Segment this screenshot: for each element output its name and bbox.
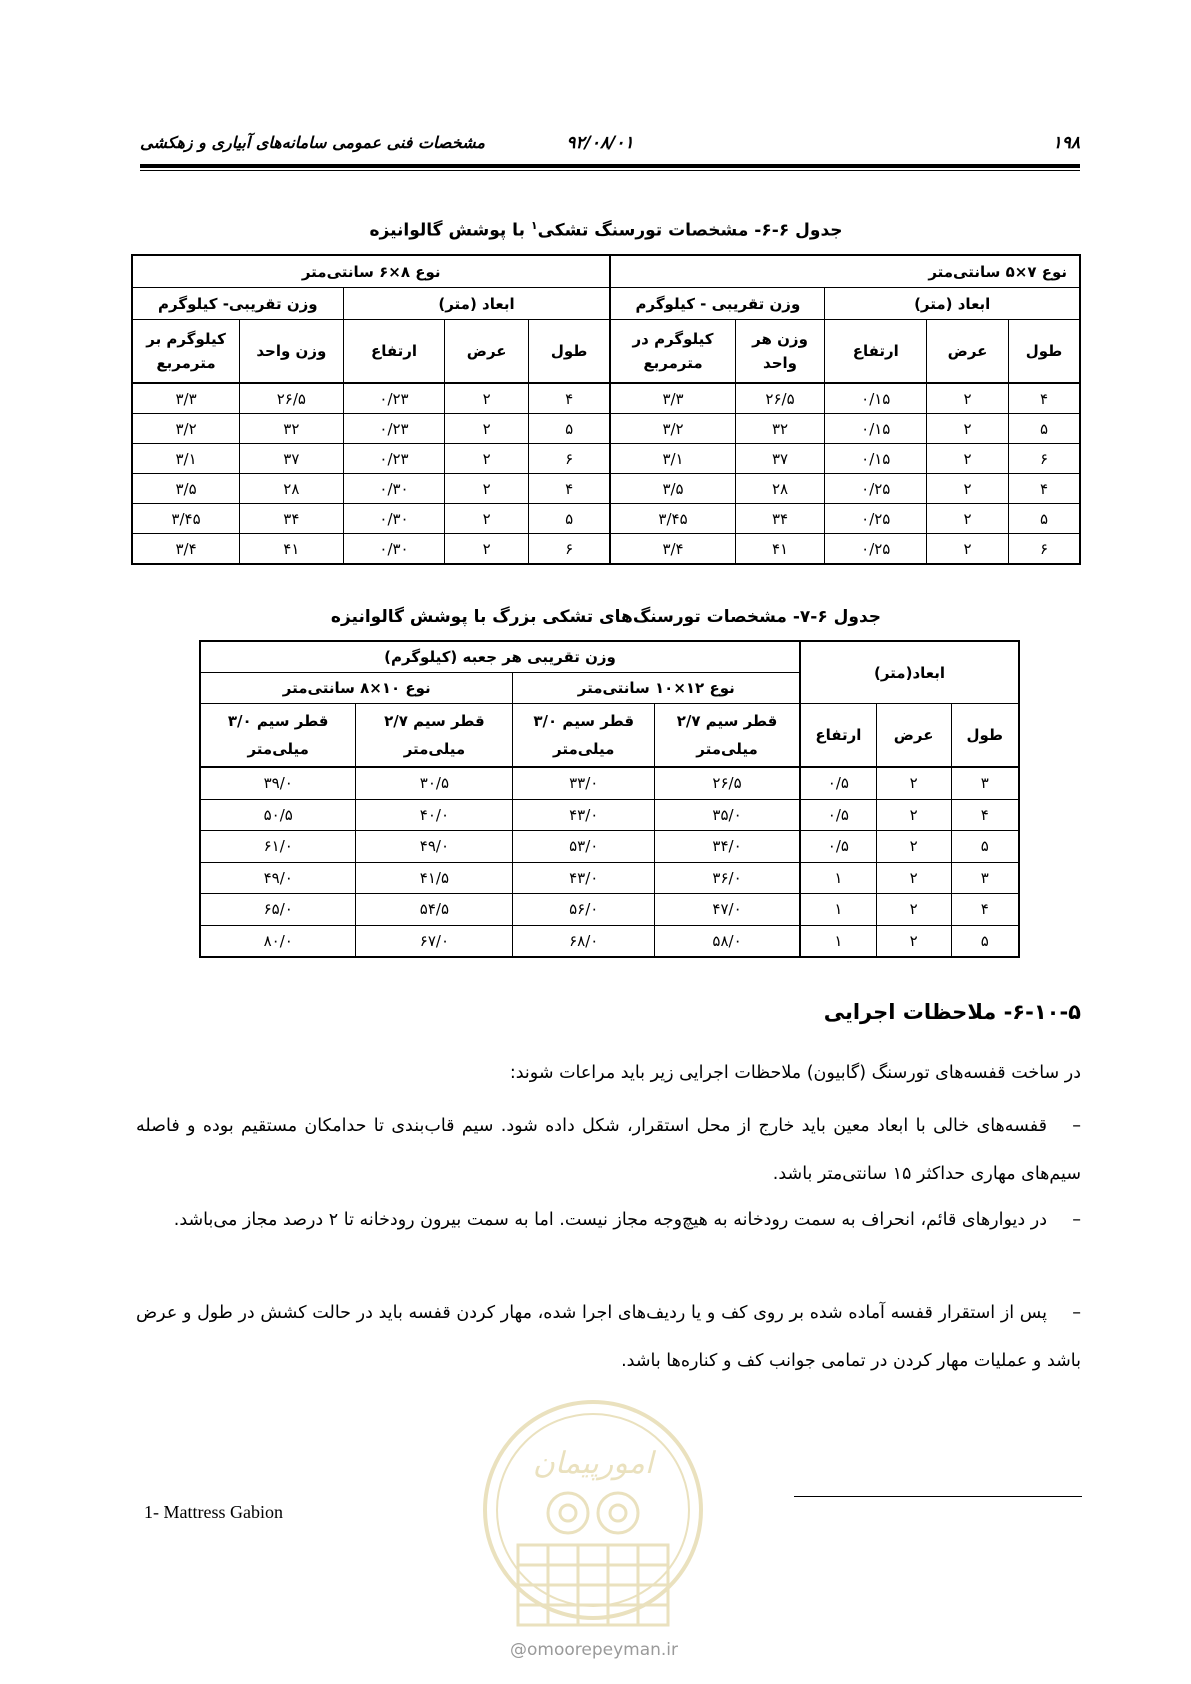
cell: ۳۹/۰ — [200, 767, 356, 799]
document-title: مشخصات فنی عمومی سامانه‌های آبیاری و زهکشی — [140, 133, 485, 152]
cell: ۲ — [927, 534, 1009, 565]
col-width: عرض — [876, 704, 951, 768]
col-wire-27: قطر سیم ۲/۷ میلی‌متر — [356, 704, 513, 768]
cell: ۴ — [951, 894, 1019, 926]
cell: ۲۶/۵ — [240, 383, 344, 414]
cell: ۴ — [528, 383, 610, 414]
cell: ۳۴/۰ — [655, 831, 801, 863]
cell: ۰/۵ — [800, 799, 876, 831]
col-height: ارتفاع — [343, 320, 445, 384]
cell: ۳۵/۰ — [655, 799, 801, 831]
cell: ۵ — [951, 831, 1019, 863]
cell: ۳۴ — [735, 504, 825, 534]
cell: ۴۱ — [735, 534, 825, 565]
cell: ۴۱ — [240, 534, 344, 565]
cell: ۳۷ — [240, 444, 344, 474]
table1-group-6x8: نوع ۸×۶ سانتی‌متر — [132, 255, 610, 288]
cell: ۳/۵ — [132, 474, 240, 504]
cell: ۱ — [800, 862, 876, 894]
cell: ۳/۲ — [132, 414, 240, 444]
cell: ۰/۵ — [800, 767, 876, 799]
cell: ۳/۲ — [610, 414, 735, 444]
cell: ۳/۴ — [132, 534, 240, 565]
cell: ۵ — [1008, 504, 1080, 534]
cell: ۳۳/۰ — [513, 767, 655, 799]
cell: ۲ — [445, 534, 529, 565]
cell: ۳۴ — [240, 504, 344, 534]
cell: ۳/۵ — [610, 474, 735, 504]
cell: ۳۷ — [735, 444, 825, 474]
col-kg-m2: کیلوگرم بر مترمربع — [132, 320, 240, 384]
cell: ۴ — [1008, 383, 1080, 414]
bullet-text: پس از استقرار قفسه آماده شده بر روی کف و یا ردیف‌های اجرا شده، مهار کردن قفسه باید در حالت کشش در طول و عرض باشد و عملیات مهار کردن در تمامی جوانب کف و کناره‌ها باشد. — [136, 1303, 1081, 1371]
table-row — [200, 894, 1019, 926]
col-length: طول — [1008, 320, 1080, 384]
cell: ۴ — [1008, 474, 1080, 504]
footnote-rule — [794, 1496, 1082, 1497]
cell: ۳۲ — [735, 414, 825, 444]
page-number: ۱۹۸ — [1052, 133, 1080, 153]
table-row — [200, 831, 1019, 863]
col-height: ارتفاع — [825, 320, 927, 384]
cell: ۲ — [927, 414, 1009, 444]
cell: ۳/۳ — [610, 383, 735, 414]
table1-weight-right: وزن تقریبی - کیلوگرم — [610, 288, 825, 320]
footnote-ref: ۱ — [530, 219, 538, 232]
cell: ۰/۳۰ — [343, 474, 445, 504]
cell: ۲ — [876, 767, 951, 799]
table-row — [200, 862, 1019, 894]
cell: ۳۲ — [240, 414, 344, 444]
col-length: طول — [951, 704, 1019, 768]
table1-dims-right: ابعاد (متر) — [825, 288, 1080, 320]
cell: ۶ — [1008, 534, 1080, 565]
bullet-item — [136, 1102, 1081, 1198]
cell: ۴۹/۰ — [356, 831, 513, 863]
cell: ۶۵/۰ — [200, 894, 356, 926]
bullet-dash: – — [1072, 1303, 1081, 1323]
cell: ۴۷/۰ — [655, 894, 801, 926]
table-row — [132, 414, 1080, 444]
cell: ۶۱/۰ — [200, 831, 356, 863]
table2-caption: جدول ۶-۷- مشخصات تورسنگ‌های تشکی بزرگ با پوشش گالوانیزه — [330, 607, 882, 627]
cell: ۳۰/۵ — [356, 767, 513, 799]
cell: ۳/۴۵ — [132, 504, 240, 534]
cell: ۲ — [876, 925, 951, 957]
table2-weight-group: وزن تقریبی هر جعبه (کیلوگرم) — [200, 641, 800, 673]
cell: ۲ — [927, 504, 1009, 534]
cell: ۶ — [528, 444, 610, 474]
cell: ۰/۲۳ — [343, 383, 445, 414]
cell: ۲ — [927, 444, 1009, 474]
col-wire-30: قطر سیم ۳/۰ میلی‌متر — [513, 704, 655, 768]
bullet-dash: – — [1072, 1210, 1081, 1230]
cell: ۶ — [528, 534, 610, 565]
cell: ۲ — [876, 831, 951, 863]
cell: ۱ — [800, 894, 876, 926]
cell: ۰/۳۰ — [343, 534, 445, 565]
cell: ۵ — [528, 414, 610, 444]
table1 — [131, 254, 1081, 565]
cell: ۰/۲۳ — [343, 414, 445, 444]
cell: ۲۶/۵ — [655, 767, 801, 799]
col-width: عرض — [445, 320, 529, 384]
cell: ۳۶/۰ — [655, 862, 801, 894]
cell: ۶۸/۰ — [513, 925, 655, 957]
cell: ۰/۵ — [800, 831, 876, 863]
header-rule-thin — [140, 170, 1080, 171]
cell: ۴۹/۰ — [200, 862, 356, 894]
cell: ۸۰/۰ — [200, 925, 356, 957]
cell: ۳/۱ — [610, 444, 735, 474]
col-height: ارتفاع — [800, 704, 876, 768]
table2-type-12x10: نوع ۱۲×۱۰ سانتی‌متر — [513, 673, 800, 704]
cell: ۰/۳۰ — [343, 504, 445, 534]
cell: ۲ — [445, 474, 529, 504]
cell: ۵ — [951, 925, 1019, 957]
header-date: ۹۲/۰۸/۰۱ — [566, 133, 634, 153]
table1-weight-left: وزن تقریبی- کیلوگرم — [132, 288, 343, 320]
cell: ۲ — [927, 383, 1009, 414]
table-row — [200, 767, 1019, 799]
bullet-text: در دیوارهای قائم، انحراف به سمت رودخانه به هیچ‌وجه مجاز نیست. اما به سمت بیرون رودخانه تا ۲ درصد مجاز می‌باشد. — [173, 1210, 1047, 1230]
section-intro: در ساخت قفسه‌های تورسنگ (گابیون) ملاحظات اجرایی زیر باید مراعات شوند: — [509, 1063, 1081, 1083]
table1-dims-left: ابعاد (متر) — [343, 288, 610, 320]
bullet-item — [136, 1196, 1081, 1244]
cell: ۳/۳ — [132, 383, 240, 414]
cell: ۴۱/۵ — [356, 862, 513, 894]
col-width: عرض — [927, 320, 1009, 384]
col-wire-27: قطر سیم ۲/۷ میلی‌متر — [655, 704, 801, 768]
table-row — [132, 444, 1080, 474]
table-row — [132, 383, 1080, 414]
cell: ۵۸/۰ — [655, 925, 801, 957]
cell: ۰/۱۵ — [825, 383, 927, 414]
bullet-item — [136, 1289, 1081, 1385]
col-wire-30: قطر سیم ۳/۰ میلی‌متر — [200, 704, 356, 768]
table1-group-5x7: نوع ۷×۵ سانتی‌متر — [610, 255, 1080, 288]
cell: ۳/۴۵ — [610, 504, 735, 534]
cell: ۲ — [445, 444, 529, 474]
footnote: 1- Mattress Gabion — [144, 1502, 283, 1522]
cell: ۳ — [951, 862, 1019, 894]
cell: ۲ — [927, 474, 1009, 504]
table-row — [132, 534, 1080, 565]
cell: ۶ — [1008, 444, 1080, 474]
cell: ۲ — [876, 894, 951, 926]
cell: ۲ — [876, 799, 951, 831]
cell: ۰/۱۵ — [825, 444, 927, 474]
bullet-text: قفسه‌های خالی با ابعاد معین باید خارج از محل استقرار، شکل داده شود. سیم قاب‌بندی تا حدامکان مستقیم بوده و فاصله سیم‌های مهاری حداکثر ۱۵ سانتی‌متر باشد. — [136, 1116, 1081, 1184]
table2-type-10x8: نوع ۱۰×۸ سانتی‌متر — [200, 673, 513, 704]
watermark-text: امورپیمان — [532, 1446, 654, 1481]
table2-dims: ابعاد(متر) — [800, 641, 1019, 704]
cell: ۲ — [445, 504, 529, 534]
cell: ۱ — [800, 925, 876, 957]
cell: ۵ — [1008, 414, 1080, 444]
table1-caption: جدول ۶-۶- مشخصات تورسنگ تشکی$^۱$ با پوشش گالوانیزه — [369, 219, 843, 241]
cell: ۰/۲۵ — [825, 534, 927, 565]
cell: ۲ — [445, 414, 529, 444]
cell: ۳/۱ — [132, 444, 240, 474]
cell: ۰/۲۵ — [825, 474, 927, 504]
cell: ۳/۴ — [610, 534, 735, 565]
cell: ۰/۱۵ — [825, 414, 927, 444]
cell: ۲۶/۵ — [735, 383, 825, 414]
cell: ۶۷/۰ — [356, 925, 513, 957]
cell: ۵۴/۵ — [356, 894, 513, 926]
watermark-url: @omoorepeyman.ir — [509, 1640, 679, 1660]
cell: ۰/۲۵ — [825, 504, 927, 534]
table-row — [132, 474, 1080, 504]
cell: ۵۰/۵ — [200, 799, 356, 831]
table-row — [132, 504, 1080, 534]
cell: ۲۸ — [240, 474, 344, 504]
cell: ۲ — [445, 383, 529, 414]
cell: ۴ — [951, 799, 1019, 831]
col-unit-weight: وزن هر واحد — [735, 320, 825, 384]
col-kg-m2: کیلوگرم در مترمربع — [610, 320, 735, 384]
cell: ۵ — [528, 504, 610, 534]
cell: ۵۳/۰ — [513, 831, 655, 863]
cell: ۲۸ — [735, 474, 825, 504]
table-row — [200, 799, 1019, 831]
bullet-dash: – — [1072, 1116, 1081, 1136]
cell: ۰/۲۳ — [343, 444, 445, 474]
cell: ۲ — [876, 862, 951, 894]
table-row — [200, 925, 1019, 957]
header-rule — [140, 164, 1080, 168]
cell: ۴۳/۰ — [513, 799, 655, 831]
table2 — [199, 640, 1020, 958]
cell: ۴۰/۰ — [356, 799, 513, 831]
cell: ۴۳/۰ — [513, 862, 655, 894]
col-length: طول — [528, 320, 610, 384]
watermark-logo — [478, 1395, 708, 1635]
col-unit-weight: وزن واحد — [240, 320, 344, 384]
cell: ۵۶/۰ — [513, 894, 655, 926]
section-heading: ۶-۱۰-۵- ملاحظات اجرایی — [823, 1000, 1081, 1024]
cell: ۴ — [528, 474, 610, 504]
cell: ۳ — [951, 767, 1019, 799]
